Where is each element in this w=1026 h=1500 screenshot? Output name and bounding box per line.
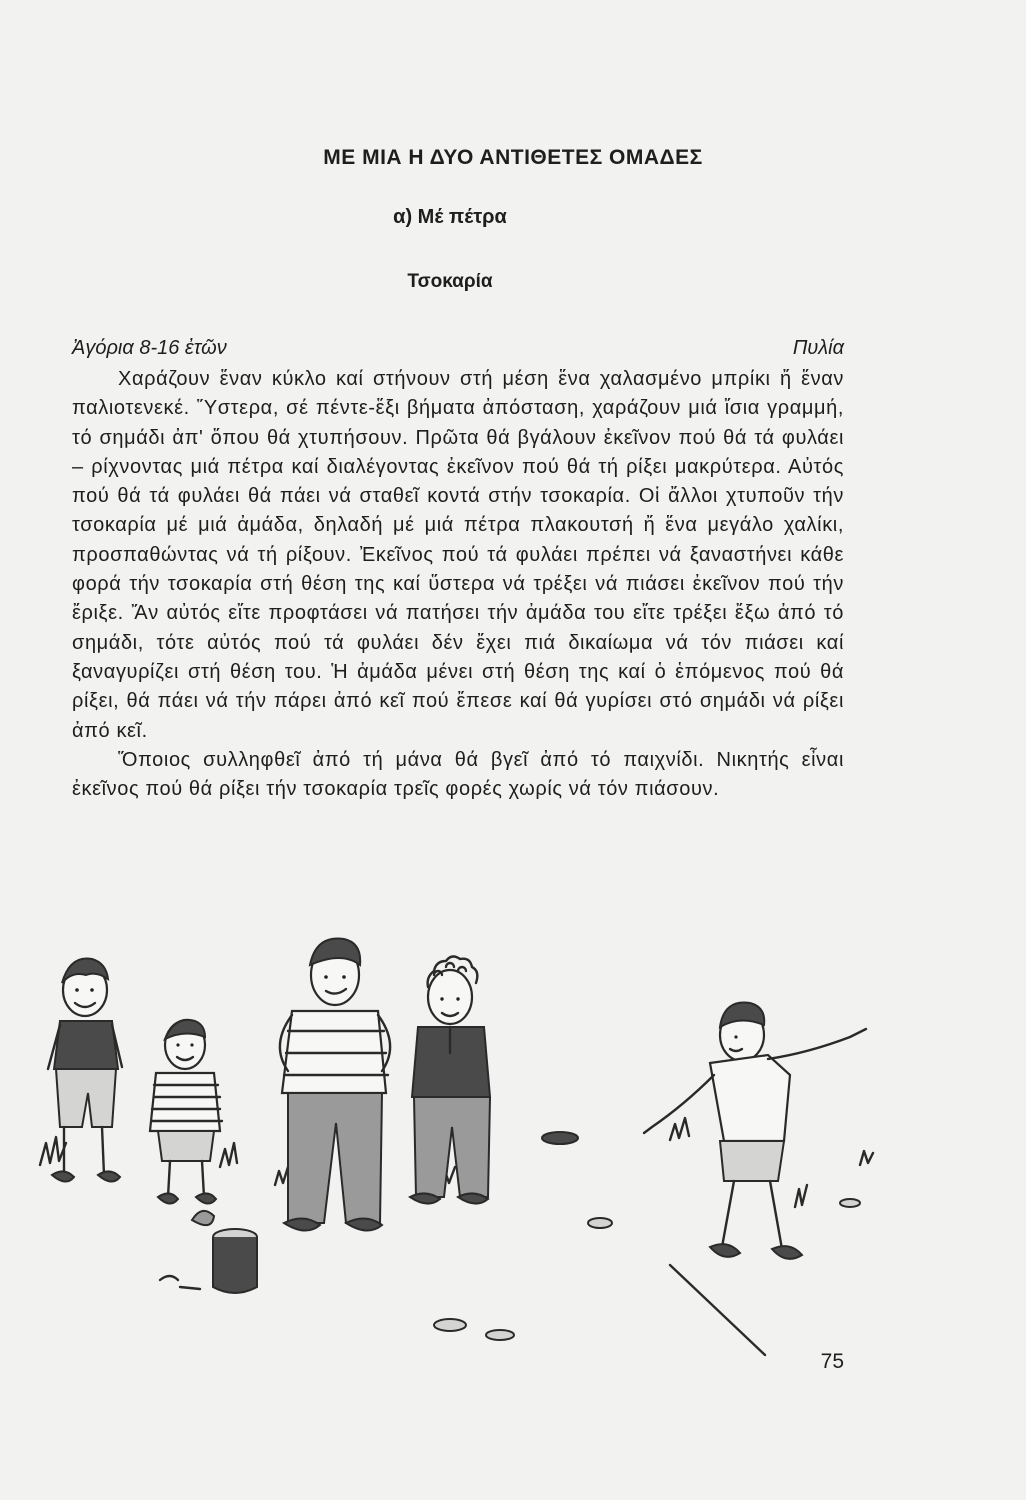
age-group: Ἀγόρια 8-16 ἐτῶν: [72, 337, 227, 359]
page-number: 75: [820, 1350, 844, 1373]
throwing-line: [670, 1265, 765, 1355]
sub-title: α) Μέ πέτρα: [393, 206, 507, 228]
boy-center-tall: [280, 939, 390, 1231]
paragraph-winner: Ὅποιος συλληφθεῖ ἀπό τή μάνα θά βγεῖ ἀπό τό παιχνίδι. Νικητής εἶναι ἐκεῖνος πού θά ρίξει τήν τσοκαρία τρεῖς φορές χωρίς νά τόν πιάσουν.: [72, 748, 844, 801]
boy-small-striped: [150, 1020, 222, 1204]
paragraph-rules: Χαράζουν ἕναν κύκλο καί στήνουν στή μέση ἕνα χαλασμένο μπρίκι ἤ ἕναν παλιοτενεκέ. Ὕστερα, σέ πέντε-ἕξι βήματα ἀπόσταση, χαράζουν μιά ἴσια γραμμή, τό σημάδι ἀπ' ὅπου θά χτυπήσουν. Πρῶτα θά βγάλουν ἐκεῖνον πού θά τά φυλάει – ρίχνοντας μιά πέτρα καί διαλέγοντας ἐκεῖνον πού θά τή ρίξει μακρύτερα. Αὐτός πού θά τά φυλάει θά πάει νά σταθεῖ κοντά στήν τσοκαρία. Οἱ ἄλλοι χτυποῦν τήν τσοκαρία μέ μιά ἀμάδα, δηλαδή μέ μιά πέτρα πλακουτσή ἤ ἕνα μεγάλο χαλίκι, προσπαθώντας νά τή ρίξουν. Ἐκεῖνος πού τά φυλάει πρέπει νά ξαναστήνει κάθε φορά τήν τσοκαρία στή θέση της καί ὕστερα νά τρέξει νά πιάσει ἐκεῖνον πού τήν ἔριξε. Ἄν αὐτός εἴτε προφτάσει νά πατήσει τήν ἀμάδα του εἴτε τρέξει ἔξω ἀπό τό σημάδι, τότε αὐτός πού τά φυλάει δέν ἔχει πιά δικαίωμα νά τόν πιάσει καί ξαναγυρίζει στή θέση του. Ἡ ἀμάδα μένει στή θέση της καί ὁ ἑπόμενος πού θά ρίξει, θά πάει νά τήν πάρει ἀπό κεῖ πού ἔπεσε καί θά γυρίσει στό σημάδι νά ρίξει ἀπό κεῖ.: [72, 368, 844, 742]
region: Πυλία: [792, 337, 844, 359]
section-title: ΜΕ ΜΙΑ Η ΔΥΟ ΑΝΤΙΘΕΤΕΣ ΟΜΑΔΕΣ: [323, 146, 703, 169]
boy-curly-hair: [410, 956, 490, 1203]
game-title: Τσοκαρία: [407, 271, 493, 292]
game-description: [72, 365, 844, 804]
children-playing-illustration: [30, 935, 900, 1365]
boy-left: [48, 959, 122, 1182]
stones: [434, 1132, 860, 1340]
tin-can-tsokaria: [160, 1211, 257, 1293]
